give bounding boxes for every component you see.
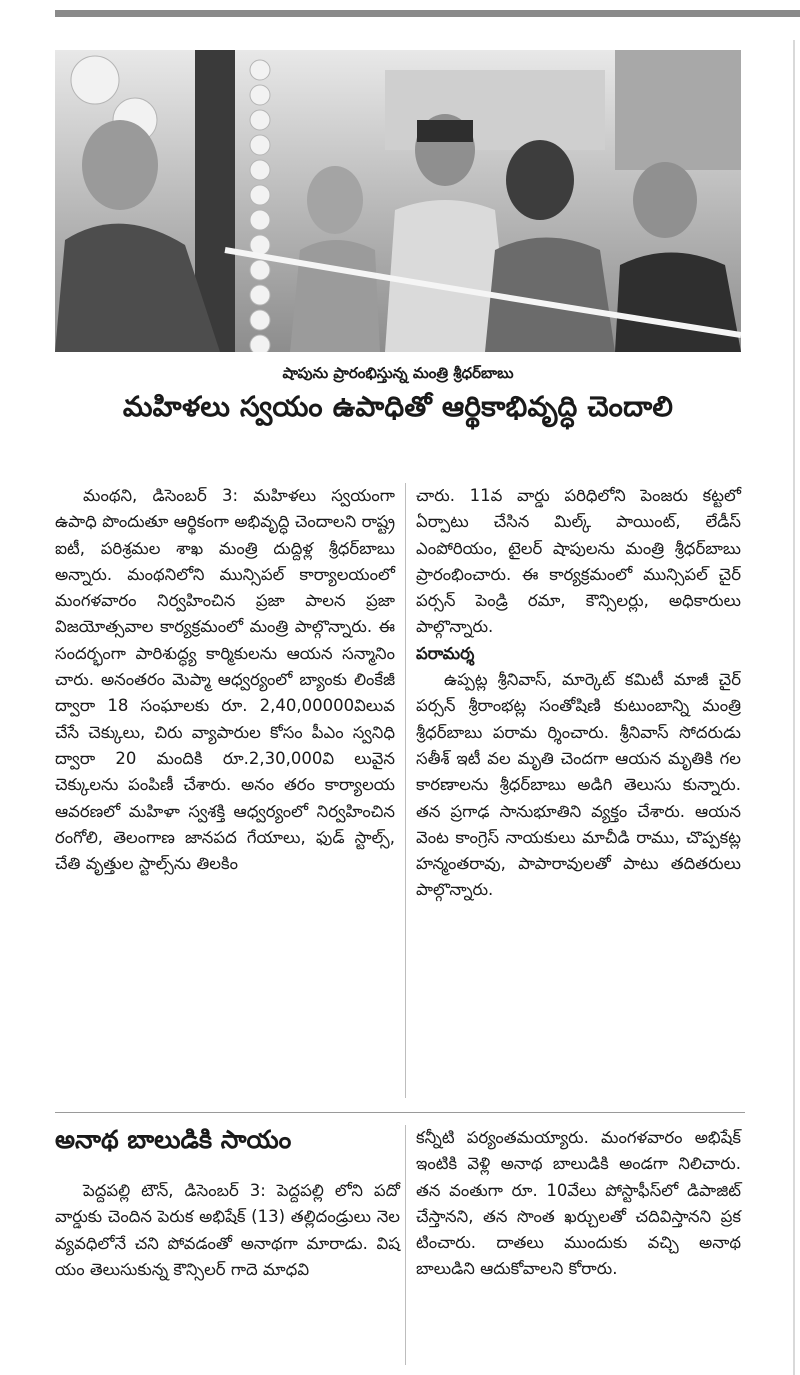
article-paragraph: చారు. 11వ వార్డు పరిధిలోని పెంజరు కట్టలో ఏర్పాటు చేసిన మిల్క్ పాయింట్, లేడీస్ ఎంపోరియం, టైలర్ షాపులను మంత్రి శ్రీధర్‌బాబు ప్రారంభించారు. ఈ కార్యక్రమంలో మున్సిపల్ చైర్ పర్సన్ పెండ్రి రమా, కౌన్సిలర్లు, అధికారులు పాల్గొన్నారు. <box>416 486 741 637</box>
section-divider <box>55 1112 745 1113</box>
article-column-1 <box>55 483 395 877</box>
article-paragraph: ఉప్పట్ల శ్రీనివాస్, మార్కెట్ కమిటీ మాజీ చైర్ పర్సన్ శ్రీరాంభట్ల సంతోషిణి కుటుంబాన్ని మంత్రి శ్రీధర్‌బాబు పరామ ర్శించారు. శ్రీనివాస్ సోదరుడు సతీశ్ ఇటీ వల మృతి చెందగా ఆయన మృతికి గల కారణాలను శ్రీధర్‌బాబు అడిగి తెలుసు కున్నారు. తన ప్రగాఢ సానుభూతిని వ్యక్తం చేశారు. ఆయన వెంట కాంగ్రెస్ నాయకులు మాచీడి రాము, చొప్పకట్ల హన్మంతరావు, పాపారావులతో పాటు తదితరులు పాల్గొన్నారు. <box>416 670 741 900</box>
right-rule <box>793 40 795 1375</box>
column-divider <box>405 483 406 1098</box>
article-paragraph: మంథని, డిసెంబర్ 3: మహిళలు స్వయంగా ఉపాధి పొందుతూ ఆర్థికంగా అభివృద్ధి చెందాలని రాష్ట్ర ఐటీ, పరిశ్రమల శాఖ మంత్రి దుద్దిళ్ల శ్రీధర్‌బాబు అన్నారు. మంథనిలోని మున్సిపల్ కార్యాలయంలో మంగళవారం నిర్వహించిన ప్రజా పాలన ప్రజా విజయోత్సవాల కార్యక్రమంలో మంత్రి పాల్గొన్నారు. ఈ సందర్భంగా పారిశుద్ధ్య కార్మికులను ఆయన సన్మానిం చారు. అనంతరం మెప్మా ఆధ్వర్యంలో బ్యాంకు లింకేజీ ద్వారా 18 సంఘాలకు రూ. 2,40,00000విలువ చేసే చెక్కులు, చిరు వ్యాపారుల కోసం పీఎం స్వనిధి ద్వారా 20 మందికి రూ.2,30,000వి లువైన చెక్కులను పంపిణీ చేశారు. అనం తరం కార్యాలయ ఆవరణలో మహిళా స్వశక్తి ఆధ్వర్యంలో నిర్వహించిన రంగోలి, తెలంగాణ జానపద గేయాలు, ఫుడ్ స్టాల్స్, చేతి వృత్తుల స్టాల్స్‌ను తిలకిం <box>55 486 395 874</box>
article-paragraph: పెద్దపల్లి టౌన్, డిసెంబర్ 3: పెద్దపల్లి లోని పదో వార్డుకు చెందిన పెరుక అభిషేక్ (13) తల్లిదండ్రులు నెల వ్యవధిలోనే చని పోవడంతో అనాథగా మారాడు. విష యం తెలుసుకున్న కౌన్సిలర్ గాదె మాధవి <box>55 1181 400 1279</box>
headline-2: అనాథ బాలుడికి సాయం <box>55 1125 292 1154</box>
headline: మహిళలు స్వయం ఉపాధితో ఆర్థికాభివృద్ధి చెందాలి <box>122 390 674 423</box>
article-column-2 <box>416 483 741 904</box>
news-photo <box>55 50 741 352</box>
photo-caption: షాపును ప్రారంభిస్తున్న మంత్రి శ్రీధర్‌బాబు <box>282 364 514 382</box>
article-2-column-1 <box>55 1178 400 1283</box>
article-2-column-2 <box>416 1125 741 1283</box>
photo-ribbon-cutting-icon <box>55 50 741 352</box>
top-rule <box>55 10 800 17</box>
column-divider <box>405 1125 406 1365</box>
subheading: పరామర్శ <box>416 643 475 663</box>
article-paragraph: కన్నీటి పర్యంతమయ్యారు. మంగళవారం అభిషేక్ ఇంటికి వెళ్లి అనాథ బాలుడికి అండగా నిలిచారు. తన వంతుగా రూ. 10వేలు పోస్టాఫీస్‌లో డిపాజిట్ చేస్తానని, తన సొంత ఖర్చులతో చదివిస్తానని ప్రక టించారు. దాతలు ముందుకు వచ్చి అనాథ బాలుడిని ఆదుకోవాలని కోరారు. <box>416 1128 741 1279</box>
